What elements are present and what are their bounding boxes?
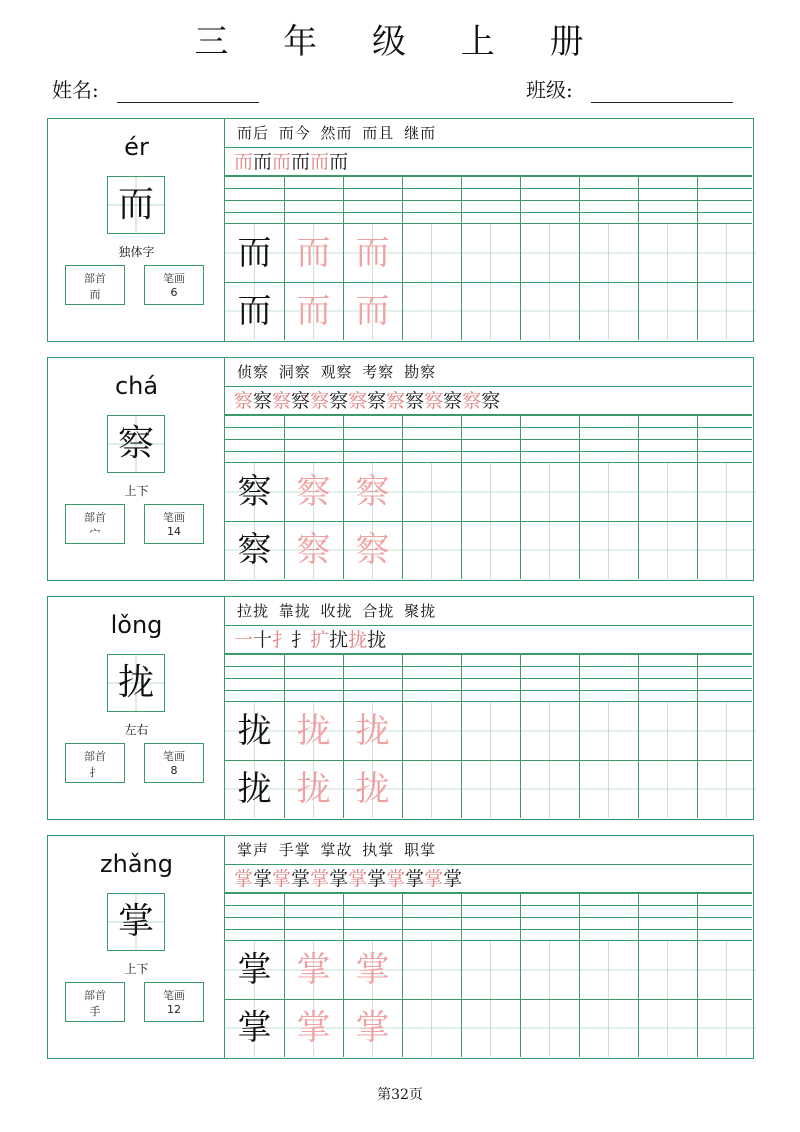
writing-cell[interactable]: [520, 282, 579, 340]
grid-column-line: [284, 654, 285, 818]
writing-cell[interactable]: [697, 463, 756, 521]
trace-character: 掌: [284, 941, 343, 999]
stroke-order-glyph: 而: [329, 151, 349, 173]
grid-column-line: [284, 176, 285, 340]
tianzige-row: [225, 463, 752, 521]
grid-column-line: [520, 176, 521, 340]
writing-cell[interactable]: [638, 702, 697, 760]
character-display: 拢: [107, 654, 165, 712]
grid-column-line: [697, 893, 698, 1057]
grid-row-line: [225, 760, 752, 761]
stroke-order-glyph: 察: [386, 390, 406, 412]
stroke-order-glyph: 一: [234, 629, 254, 651]
pinyin-grid-line: [225, 176, 752, 177]
word-list: 侦察 洞察 观察 考察 勘察: [225, 358, 752, 387]
name-label: 姓名:: [52, 78, 99, 102]
writing-cell[interactable]: [638, 282, 697, 340]
trace-character: 而: [343, 224, 402, 282]
character-info-panel: [48, 119, 225, 341]
character-display: 掌: [107, 893, 165, 951]
page-number: 第32页: [377, 1087, 423, 1103]
writing-cell[interactable]: [520, 999, 579, 1057]
writing-cell[interactable]: [579, 282, 638, 340]
class-blank-line[interactable]: [591, 80, 733, 103]
stroke-order-glyph: 察: [367, 390, 387, 412]
writing-cell[interactable]: [638, 224, 697, 282]
pinyin-grid-line: [225, 905, 752, 906]
stroke-order-glyph: 而: [234, 151, 254, 173]
grid-column-line: [638, 654, 639, 818]
radical-label: 部首: [84, 511, 106, 524]
trace-character: 而: [284, 224, 343, 282]
model-character: 掌: [225, 999, 284, 1057]
tianzige-row: [225, 282, 752, 340]
stroke-order-glyph: 扌: [272, 629, 292, 651]
grid-column-line: [638, 415, 639, 579]
stroke-order-glyph: 而: [253, 151, 273, 173]
pinyin: lǒng: [110, 611, 163, 639]
stroke-order-glyph: 察: [272, 390, 292, 412]
stroke-order-glyph: 而: [291, 151, 311, 173]
writing-cell[interactable]: [402, 521, 461, 579]
stroke-order-glyph: 而: [272, 151, 292, 173]
writing-cell[interactable]: [461, 463, 520, 521]
writing-cell[interactable]: [697, 224, 756, 282]
grid-column-line: [461, 176, 462, 340]
stroke-order-glyph: 扩: [310, 629, 330, 651]
grid-column-line: [343, 176, 344, 340]
stroke-order-glyph: 察: [310, 390, 330, 412]
pinyin: ér: [124, 133, 149, 161]
writing-cell[interactable]: [638, 941, 697, 999]
radical-value: 扌: [89, 766, 101, 779]
writing-cell[interactable]: [461, 760, 520, 818]
grid-column-line: [402, 176, 403, 340]
stroke-order-glyph: 掌: [424, 868, 444, 890]
stroke-order-glyph: 察: [424, 390, 444, 412]
character-card: [47, 357, 754, 581]
stroke-order-glyph: 察: [443, 390, 463, 412]
model-character: 掌: [225, 941, 284, 999]
stroke-order-glyph: 而: [310, 151, 330, 173]
trace-character: 察: [284, 521, 343, 579]
stroke-order-row: [225, 626, 752, 654]
stroke-order-row: [225, 148, 752, 176]
grid-column-line: [579, 176, 580, 340]
word-list: 掌声 手掌 掌故 执掌 职掌: [225, 836, 752, 865]
writing-cell[interactable]: [461, 282, 520, 340]
stroke-order-glyph: 察: [481, 390, 501, 412]
writing-cell[interactable]: [579, 521, 638, 579]
writing-cell[interactable]: [461, 224, 520, 282]
pinyin-writing-grid[interactable]: [225, 893, 752, 941]
trace-character: 拢: [343, 702, 402, 760]
grid-column-line: [579, 415, 580, 579]
name-field[interactable]: [52, 74, 259, 103]
stroke-order-glyph: 察: [234, 390, 254, 412]
stroke-order-glyph: 掌: [329, 868, 349, 890]
stroke-count-box: [144, 743, 204, 783]
trace-character: 而: [284, 282, 343, 340]
stroke-count-value: 6: [170, 286, 178, 299]
pinyin-grid-line: [225, 654, 752, 655]
pinyin-grid-line: [225, 188, 752, 189]
writing-cell[interactable]: [579, 941, 638, 999]
model-character: 察: [225, 521, 284, 579]
stroke-order-glyph: 掌: [253, 868, 273, 890]
stroke-order-glyph: 掌: [234, 868, 254, 890]
character-structure: 独体字: [118, 245, 155, 259]
tianzige-row: [225, 521, 752, 579]
radical-label: 部首: [84, 272, 106, 285]
grid-column-line: [638, 893, 639, 1057]
stroke-order-glyph: 察: [291, 390, 311, 412]
character-structure: 上下: [124, 962, 149, 976]
stroke-order-glyph: 察: [329, 390, 349, 412]
grid-column-line: [697, 654, 698, 818]
trace-character: 掌: [343, 941, 402, 999]
grid-column-line: [520, 654, 521, 818]
writing-cell[interactable]: [697, 760, 756, 818]
trace-character: 拢: [343, 760, 402, 818]
stroke-count-value: 12: [167, 1003, 181, 1016]
writing-cell[interactable]: [520, 224, 579, 282]
tianzige-row: [225, 941, 752, 999]
stroke-count-label: 笔画: [163, 272, 185, 285]
model-character: 拢: [225, 760, 284, 818]
stroke-order-row: [225, 387, 752, 415]
radical-box: [65, 743, 125, 783]
writing-cell[interactable]: [520, 760, 579, 818]
stroke-count-box: [144, 504, 204, 544]
stroke-order-glyph: 察: [405, 390, 425, 412]
writing-cell[interactable]: [520, 702, 579, 760]
pinyin: zhǎng: [100, 850, 173, 878]
grid-column-line: [343, 415, 344, 579]
writing-cell[interactable]: [402, 282, 461, 340]
grid-column-line: [461, 415, 462, 579]
writing-cell[interactable]: [638, 999, 697, 1057]
grid-column-line: [284, 415, 285, 579]
word-list: 而后 而今 然而 而且 继而: [225, 119, 752, 148]
grid-row-line: [225, 999, 752, 1000]
radical-box: [65, 504, 125, 544]
character-display: 察: [107, 415, 165, 473]
writing-cell[interactable]: [520, 521, 579, 579]
radical-value: 手: [89, 1005, 101, 1018]
character-info-panel: [48, 358, 225, 580]
grid-column-line: [697, 415, 698, 579]
pinyin: chá: [114, 372, 159, 400]
grid-column-line: [579, 654, 580, 818]
grid-row-line: [225, 282, 752, 283]
pinyin-grid-line: [225, 415, 752, 416]
character-display: 而: [107, 176, 165, 234]
grid-row-line: [225, 521, 752, 522]
pinyin-grid-line: [225, 917, 752, 918]
stroke-count-value: 14: [167, 525, 181, 538]
stroke-order-glyph: 掌: [291, 868, 311, 890]
tianzige-row: [225, 999, 752, 1057]
trace-character: 察: [343, 521, 402, 579]
model-character: 而: [225, 282, 284, 340]
stroke-order-glyph: 拢: [367, 629, 387, 651]
pinyin-grid-line: [225, 427, 752, 428]
writing-cell[interactable]: [579, 760, 638, 818]
trace-character: 掌: [343, 999, 402, 1057]
writing-cell[interactable]: [461, 702, 520, 760]
pinyin-grid-line: [225, 893, 752, 894]
stroke-order-glyph: 掌: [348, 868, 368, 890]
character-card: [47, 596, 754, 820]
trace-character: 拢: [284, 702, 343, 760]
stroke-order-row: [225, 865, 752, 893]
class-field[interactable]: [526, 74, 733, 103]
writing-cell[interactable]: [579, 463, 638, 521]
pinyin-grid-line: [225, 690, 752, 691]
grid-column-line: [343, 893, 344, 1057]
writing-cell[interactable]: [638, 521, 697, 579]
writing-cell[interactable]: [697, 999, 756, 1057]
stroke-order-glyph: 扰: [329, 629, 349, 651]
stroke-order-glyph: 掌: [443, 868, 463, 890]
grid-column-line: [638, 176, 639, 340]
pinyin-grid-line: [225, 666, 752, 667]
writing-cell[interactable]: [697, 941, 756, 999]
pinyin-grid-line: [225, 929, 752, 930]
stroke-count-label: 笔画: [163, 511, 185, 524]
writing-cell[interactable]: [402, 760, 461, 818]
page-title: 三 年 级 上 册: [194, 22, 606, 62]
stroke-count-box: [144, 265, 204, 305]
trace-character: 察: [284, 463, 343, 521]
stroke-order-glyph: 掌: [310, 868, 330, 890]
grid-column-line: [402, 654, 403, 818]
grid-column-line: [461, 893, 462, 1057]
character-structure: 上下: [124, 484, 149, 498]
writing-cell[interactable]: [461, 999, 520, 1057]
writing-cell[interactable]: [579, 224, 638, 282]
writing-cell[interactable]: [638, 760, 697, 818]
grid-column-line: [284, 893, 285, 1057]
stroke-order-glyph: 拢: [348, 629, 368, 651]
pinyin-grid-line: [225, 200, 752, 201]
writing-cell[interactable]: [461, 521, 520, 579]
model-character: 拢: [225, 702, 284, 760]
stroke-order-glyph: 掌: [386, 868, 406, 890]
practice-area: [225, 597, 752, 819]
stroke-count-value: 8: [170, 764, 178, 777]
radical-value: 而: [89, 288, 101, 301]
writing-cell[interactable]: [579, 702, 638, 760]
radical-box: [65, 982, 125, 1022]
stroke-count-label: 笔画: [163, 750, 185, 763]
trace-character: 察: [343, 463, 402, 521]
tianzige-row: [225, 702, 752, 760]
class-label: 班级:: [526, 78, 573, 102]
character-card: [47, 118, 754, 342]
name-blank-line[interactable]: [117, 80, 259, 103]
writing-cell[interactable]: [520, 463, 579, 521]
stroke-order-glyph: 察: [348, 390, 368, 412]
stroke-count-box: [144, 982, 204, 1022]
student-info-row: [52, 74, 752, 108]
writing-cell[interactable]: [461, 941, 520, 999]
writing-cell[interactable]: [402, 941, 461, 999]
tianzige-row: [225, 760, 752, 818]
writing-cell[interactable]: [402, 702, 461, 760]
character-info-panel: [48, 597, 225, 819]
pinyin-writing-grid[interactable]: [225, 176, 752, 224]
pinyin-grid-line: [225, 678, 752, 679]
grid-column-line: [697, 176, 698, 340]
stroke-order-glyph: 十: [253, 629, 273, 651]
character-info-panel: [48, 836, 225, 1058]
character-card: [47, 835, 754, 1059]
practice-area: [225, 836, 752, 1058]
radical-label: 部首: [84, 989, 106, 1002]
writing-cell[interactable]: [697, 702, 756, 760]
writing-cell[interactable]: [402, 999, 461, 1057]
trace-character: 拢: [284, 760, 343, 818]
grid-column-line: [520, 415, 521, 579]
grid-column-line: [402, 893, 403, 1057]
character-structure: 左右: [124, 723, 149, 737]
grid-column-line: [579, 893, 580, 1057]
writing-cell[interactable]: [697, 282, 756, 340]
practice-area: [225, 119, 752, 341]
writing-cell[interactable]: [402, 224, 461, 282]
grid-column-line: [520, 893, 521, 1057]
writing-cell[interactable]: [520, 941, 579, 999]
grid-column-line: [402, 415, 403, 579]
word-list: 拉拢 靠拢 收拢 合拢 聚拢: [225, 597, 752, 626]
stroke-order-glyph: 掌: [405, 868, 425, 890]
pinyin-grid-line: [225, 439, 752, 440]
writing-cell[interactable]: [697, 521, 756, 579]
writing-cell[interactable]: [402, 463, 461, 521]
pinyin-writing-grid[interactable]: [225, 654, 752, 702]
writing-cell[interactable]: [579, 999, 638, 1057]
trace-character: 掌: [284, 999, 343, 1057]
stroke-order-glyph: 掌: [272, 868, 292, 890]
stroke-order-glyph: 察: [253, 390, 273, 412]
model-character: 而: [225, 224, 284, 282]
pinyin-grid-line: [225, 451, 752, 452]
trace-character: 而: [343, 282, 402, 340]
radical-box: [65, 265, 125, 305]
practice-area: [225, 358, 752, 580]
pinyin-writing-grid[interactable]: [225, 415, 752, 463]
stroke-order-glyph: 掌: [367, 868, 387, 890]
pinyin-grid-line: [225, 212, 752, 213]
tianzige-row: [225, 224, 752, 282]
radical-label: 部首: [84, 750, 106, 763]
writing-cell[interactable]: [638, 463, 697, 521]
model-character: 察: [225, 463, 284, 521]
stroke-order-glyph: 扌: [291, 629, 311, 651]
grid-column-line: [343, 654, 344, 818]
radical-value: 宀: [89, 527, 101, 540]
grid-column-line: [461, 654, 462, 818]
stroke-order-glyph: 察: [462, 390, 482, 412]
stroke-count-label: 笔画: [163, 989, 185, 1002]
